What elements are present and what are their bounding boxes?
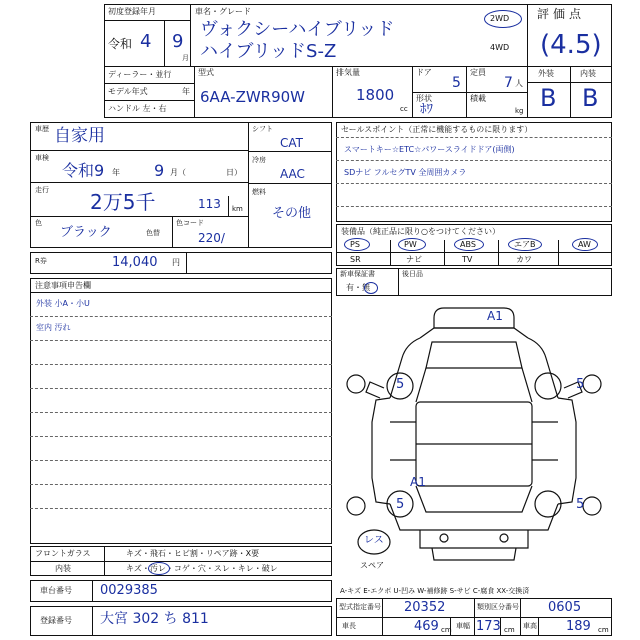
- equip-pw: PW: [404, 240, 417, 249]
- yen-unit: 円: [172, 258, 180, 267]
- mileage-value: 2万5千: [90, 190, 156, 214]
- capacity-label: 定員: [470, 68, 486, 77]
- capacity-unit: 人: [515, 79, 523, 88]
- interior-cond-value: キズ・汚レ・コゲ・穴・スレ・キレ・破レ: [126, 564, 278, 573]
- shaken-era: 令和9: [62, 161, 105, 180]
- length-unit: cm: [441, 626, 452, 634]
- width-value: 173: [476, 619, 501, 634]
- shaken-year-suffix: 年: [112, 168, 120, 177]
- interior-label: 内装: [580, 69, 596, 78]
- inspection-value: 自家用: [54, 126, 105, 146]
- notes-line2: 室内 汚れ: [36, 323, 71, 332]
- warranty-label: 新車保証書: [340, 270, 375, 278]
- kg-unit: kg: [515, 107, 524, 115]
- month-suffix: 月: [182, 54, 189, 62]
- equipment-title: 装備品（純正品に限り○をつけてください）: [341, 227, 500, 236]
- color-change-label: 色替: [146, 229, 160, 237]
- damage-legend: A-キズ E-エクボ U-凹み W-補修跡 S-サビ C-腐食 XX-交換済: [340, 587, 530, 595]
- chassis-label: 車台番号: [40, 586, 72, 595]
- reiwa-label: 令和: [108, 37, 133, 51]
- shaken-month: 9: [154, 161, 165, 180]
- front-glass-label: フロントガラス: [35, 549, 91, 558]
- shift-value: CAT: [280, 136, 303, 150]
- notes-title: 注意事項申告欄: [35, 281, 91, 290]
- grade: ハイブリッドS-Z: [200, 41, 337, 62]
- drive-2wd: 2WD: [490, 14, 510, 23]
- type-label: 型式: [198, 68, 214, 77]
- sales-line2: SDナビ フルセグTV 全周囲カメラ: [344, 168, 467, 177]
- shape-value: ﾎﾜ: [420, 102, 433, 117]
- model-year-label: モデル年式: [108, 87, 148, 96]
- inspection-label: 車歴: [35, 125, 49, 133]
- notes-frame: [30, 278, 332, 544]
- door-label: ドア: [416, 68, 432, 77]
- diagram-spare-label: スペア: [360, 561, 384, 570]
- warranty-frame: [336, 268, 612, 296]
- diagram-five-fl: 5: [396, 377, 405, 392]
- interior-cond-label: 内装: [55, 564, 71, 573]
- model-year-suffix: 年: [182, 87, 190, 96]
- fuel-label: 燃料: [252, 188, 266, 196]
- width-label: 車幅: [456, 622, 470, 630]
- recycle-frame: [30, 252, 332, 274]
- ac-label: 冷房: [252, 156, 266, 164]
- shaken-month-suffix: 月（: [170, 168, 186, 177]
- class-value: 0605: [548, 600, 582, 615]
- notes-line1: 外装 小A・小U: [36, 299, 90, 308]
- drive-4wd: 4WD: [490, 43, 510, 52]
- model-cert-value: 20352: [404, 600, 446, 615]
- equip-ps: PS: [350, 240, 360, 249]
- equip-navi: ナビ: [406, 255, 422, 264]
- sales-line1: スマートキー☆ETC☆パワースライドドア(両側): [344, 145, 515, 154]
- diagram-spare-res: レス: [364, 535, 384, 546]
- shaken-label: 車検: [35, 154, 49, 162]
- length-label: 車長: [342, 622, 356, 630]
- load-label: 積載: [470, 94, 486, 103]
- width-unit: cm: [504, 626, 515, 634]
- chassis-value: 0029385: [100, 583, 158, 598]
- equip-tv: TV: [462, 255, 473, 264]
- equip-airbag: エアB: [514, 240, 536, 249]
- equip-aw: AW: [578, 240, 591, 249]
- class-label: 類別区分番号: [477, 603, 519, 611]
- displacement-label: 排気量: [336, 68, 360, 77]
- reg-month: 9: [172, 31, 184, 52]
- chassis-frame: [30, 580, 332, 602]
- displacement-value: 1800: [356, 86, 395, 104]
- exterior-grade: B: [540, 84, 557, 112]
- diagram-five-fr: 5: [576, 377, 585, 392]
- car-name-label: 車名・グレード: [195, 7, 251, 16]
- plate-label: 登録番号: [40, 616, 72, 625]
- first-reg-label: 初度登録年月: [108, 7, 156, 16]
- sales-title: セールスポイント（正常に機能するものに限ります）: [341, 125, 533, 134]
- rating-value: (4.5): [540, 30, 602, 60]
- capacity-value: 7: [504, 75, 513, 91]
- mileage-sub: 113: [198, 197, 221, 211]
- color-code-value: 220/: [198, 231, 225, 245]
- cc-unit: cc: [400, 105, 408, 113]
- handle-label: ハンドル 左・右: [108, 104, 167, 113]
- color-code-label: 色コード: [176, 219, 204, 227]
- shift-label: シフト: [252, 125, 273, 133]
- model-cert-label: 型式指定番号: [339, 603, 381, 611]
- color-value: ブラック: [60, 225, 112, 240]
- height-unit: cm: [598, 626, 609, 634]
- ac-value: AAC: [280, 167, 305, 181]
- car-name: ヴォクシーハイブリッド: [200, 19, 395, 40]
- exterior-label: 外装: [538, 69, 554, 78]
- height-value: 189: [566, 619, 591, 634]
- recycle-label: R券: [35, 257, 47, 265]
- front-glass-value: キズ・飛石・ヒビ割・リペア跡・X要: [126, 549, 260, 558]
- mileage-label: 走行: [35, 186, 49, 194]
- height-label: 車高: [523, 622, 537, 630]
- diagram-five-rr: 5: [576, 497, 585, 512]
- rear-seat-label: 後日品: [402, 270, 423, 278]
- warranty-value: 有・無: [346, 283, 370, 292]
- rating-label: 評価点: [537, 7, 586, 21]
- diagram-five-rl: 5: [396, 497, 405, 512]
- shape-label: 形状: [416, 94, 432, 103]
- plate-value: 大宮 302 ち 811: [100, 611, 209, 627]
- fuel-value: その他: [272, 206, 312, 221]
- equip-sr: SR: [350, 255, 361, 264]
- door-value: 5: [452, 75, 461, 91]
- type-value: 6AA-ZWR90W: [200, 88, 306, 106]
- diagram-a1-side: A1: [410, 475, 426, 489]
- recycle-value: 14,040: [112, 255, 158, 270]
- dealer-label: ディーラー・並行: [108, 70, 172, 79]
- equip-abs: ABS: [460, 240, 476, 249]
- equip-leather: カワ: [516, 255, 532, 264]
- color-label: 色: [35, 219, 42, 227]
- length-value: 469: [414, 619, 439, 634]
- diagram-a1-top: A1: [487, 309, 503, 323]
- km-unit: km: [232, 205, 243, 213]
- reg-year: 4: [140, 31, 152, 52]
- interior-grade: B: [582, 84, 599, 112]
- shaken-day-suffix: 日）: [226, 168, 242, 177]
